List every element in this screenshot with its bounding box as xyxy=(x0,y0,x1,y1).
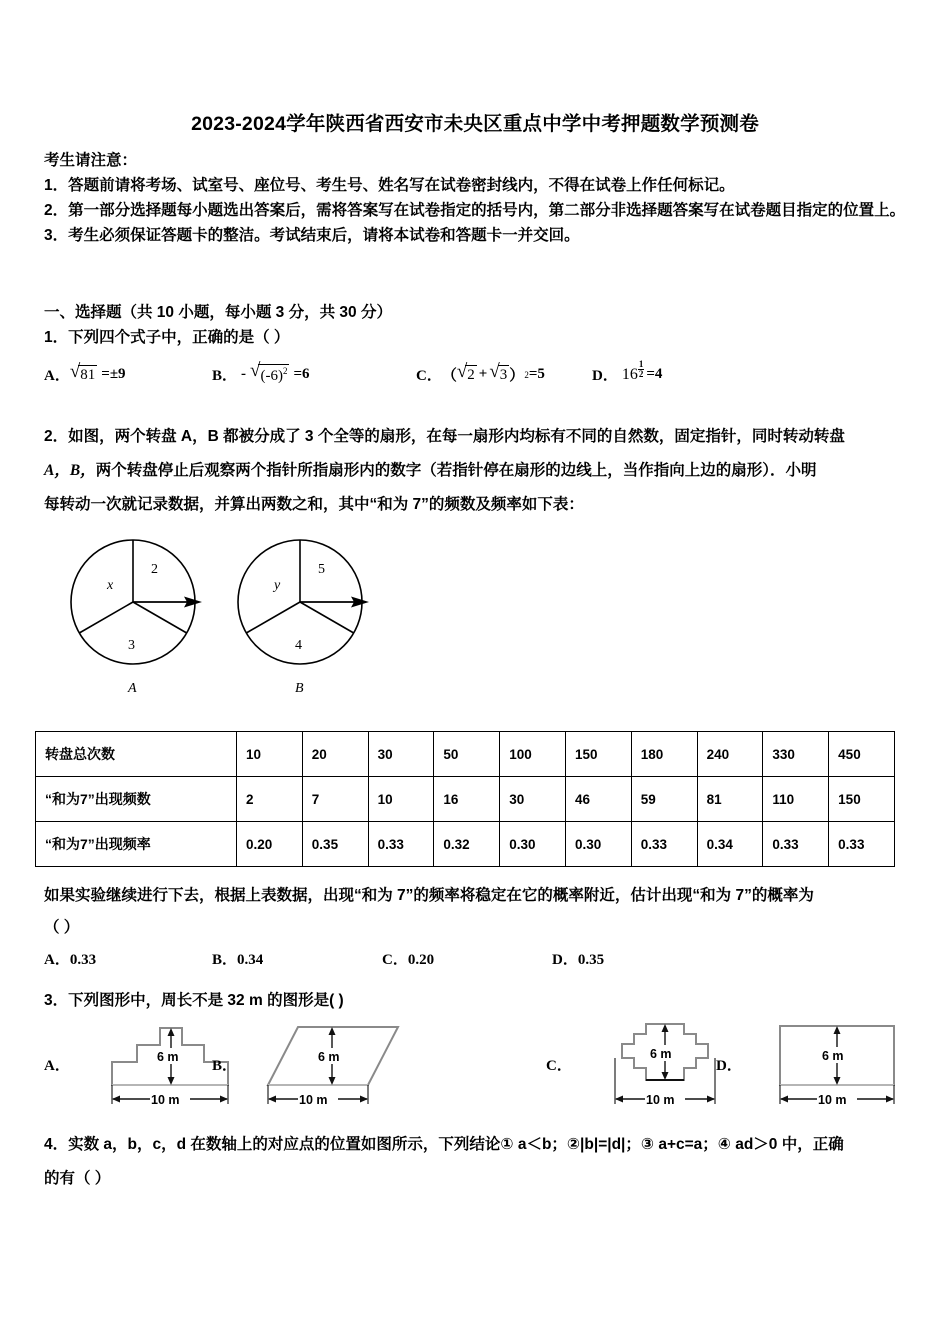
table-cell: 50 xyxy=(434,732,500,777)
table-cell: 81 xyxy=(697,777,763,822)
question-3-stem: 3．下列图形中，周长不是 32 m 的图形是( ) xyxy=(44,992,344,1009)
question-1-stem: 1．下列四个式子中，正确的是（ ） xyxy=(44,329,290,346)
table-row xyxy=(36,777,895,822)
table-cell: 0.33 xyxy=(763,822,829,867)
option-a-rhs: =±9 xyxy=(101,366,126,382)
table-cell: 0.33 xyxy=(631,822,697,867)
width-label: 10 m xyxy=(151,1093,180,1107)
table-row xyxy=(36,822,895,867)
option-b-rhs: =6 xyxy=(293,366,310,382)
spinner-b-sector-y: y xyxy=(274,578,281,593)
option-c-plus: + xyxy=(478,366,488,382)
exponent-numerator: 1 xyxy=(638,359,644,369)
table-cell: 59 xyxy=(631,777,697,822)
notice-line-1: 1．答题前请将考场、试室号、座位号、考生号、姓名写在试卷密封线内，不得在试卷上作任何标记。 xyxy=(44,177,735,194)
row-header-frequency-rate: “和为7”出现频率 xyxy=(36,822,237,867)
question-4-stem-line-1: 4．实数 a，b，c，d 在数轴上的对应点的位置如图所示，下列结论① a＜b；②|b|=|d|；③ a+c=a；④ ad＞0 中，正确 xyxy=(44,1136,844,1153)
table-row xyxy=(36,732,895,777)
spinners-svg xyxy=(55,525,415,705)
sqrt-3-expression xyxy=(489,361,509,384)
radicand-2: 2 xyxy=(467,367,475,383)
question-2-stem-line-3: 每转动一次就记录数据，并算出两数之和，其中“和为 7”的频数及频率如下表： xyxy=(44,496,584,513)
stepped-pyramid-svg xyxy=(82,1012,232,1110)
sqrt-2-expression xyxy=(456,361,477,384)
question-1-options xyxy=(44,358,924,394)
stepped-pyramid-figure xyxy=(82,1012,232,1115)
option-d-base: 16 xyxy=(621,365,638,383)
radicand-neg6: $(-6)^2$ xyxy=(260,366,288,384)
table-cell: 16 xyxy=(434,777,500,822)
question-1-option-c[interactable] xyxy=(416,361,545,385)
radical-sign-icon: √ xyxy=(456,361,468,382)
question-2-stem-line-2 xyxy=(44,454,918,488)
row-header-frequency-count: “和为7”出现频数 xyxy=(36,777,237,822)
table-cell: 100 xyxy=(500,732,566,777)
question-2-stem xyxy=(44,420,918,522)
width-label: 10 m xyxy=(818,1093,847,1107)
table-cell: 20 xyxy=(302,732,368,777)
question-1-option-d[interactable] xyxy=(592,359,663,385)
option-c-label: C． xyxy=(416,368,442,384)
row-header-total-spins: 转盘总次数 xyxy=(36,732,237,777)
cross-notched-figure xyxy=(584,1012,734,1115)
spinner-names-inline: A，B， xyxy=(44,462,96,479)
option-d-fraction-exponent xyxy=(638,360,645,379)
option-c-label: C． xyxy=(546,1058,572,1074)
question-2-option-d[interactable]: D．0.35 xyxy=(552,952,605,968)
option-d-label: D． xyxy=(716,1058,742,1074)
table-cell: 30 xyxy=(500,777,566,822)
height-label: 6 m xyxy=(318,1050,340,1064)
spinner-b-caption: B xyxy=(295,681,304,696)
spinner-figure-group xyxy=(55,525,415,705)
table-cell: 10 xyxy=(237,732,303,777)
spinner-a-caption: A xyxy=(128,681,137,696)
table-cell: 110 xyxy=(763,777,829,822)
table-cell: 10 xyxy=(368,777,434,822)
candidate-notice xyxy=(44,148,906,248)
section-heading-choice: 一、选择题（共 10 小题，每小题 3 分，共 30 分） xyxy=(44,304,392,321)
question-2-option-c[interactable]: C．0.20 xyxy=(382,952,435,968)
notice-line-3: 3．考生必须保证答题卡的整洁。考试结束后，请将本试卷和答题卡一并交回。 xyxy=(44,227,580,244)
question-4-stem xyxy=(44,1128,918,1196)
option-c-rparen: ） xyxy=(509,368,525,384)
rectangle-figure xyxy=(754,1012,904,1115)
question-2-tail-line-1: 如果实验继续进行下去，根据上表数据，出现“和为 7”的频率将稳定在它的概率附近，估计出现“和为 7”的概率为 xyxy=(44,887,814,904)
table-cell: 150 xyxy=(565,732,631,777)
table-cell: 0.30 xyxy=(565,822,631,867)
notice-line-2: 2．第一部分选择题每小题选出答案后，需将答案写在试卷指定的括号内，第二部分非选择题答案写在试卷题目指定的位置上。 xyxy=(44,202,906,219)
spinner-b-sector-5: 5 xyxy=(318,562,325,577)
radicand-exponent: 2 xyxy=(282,366,288,376)
frequency-table-body xyxy=(36,732,895,867)
option-c-lparen: （ xyxy=(441,368,457,384)
exponent-denominator: 2 xyxy=(638,369,644,379)
table-cell: 0.32 xyxy=(434,822,500,867)
table-cell: 240 xyxy=(697,732,763,777)
table-cell: 450 xyxy=(829,732,895,777)
spinner-a-sector-3: 3 xyxy=(128,638,135,653)
width-label: 10 m xyxy=(299,1093,328,1107)
table-cell: 180 xyxy=(631,732,697,777)
radical-sign-icon: √ xyxy=(250,360,261,381)
cross-notched-svg xyxy=(584,1012,734,1110)
spinner-a-diagram xyxy=(71,540,202,664)
spinner-a-sector-x: x xyxy=(107,578,114,593)
table-cell: 30 xyxy=(368,732,434,777)
table-cell: 46 xyxy=(565,777,631,822)
question-2-stem-line-2-rest: 两个转盘停止后观察两个指针所指扇形内的数字（若指针停在扇形的边线上，当作指向上边的扇形）．小明 xyxy=(95,462,817,479)
height-label: 6 m xyxy=(822,1049,844,1063)
option-b-label: B． xyxy=(212,1058,238,1074)
width-label: 10 m xyxy=(646,1093,675,1107)
table-cell: 0.20 xyxy=(237,822,303,867)
table-cell: 0.34 xyxy=(697,822,763,867)
parallelogram-figure xyxy=(250,1012,400,1115)
table-cell: 0.35 xyxy=(302,822,368,867)
page-title: 2023-2024学年陕西省西安市未央区重点中学中考押题数学预测卷 xyxy=(191,113,759,135)
height-label: 6 m xyxy=(157,1050,179,1064)
question-2-option-b[interactable]: B．0.34 xyxy=(212,952,264,968)
question-1-option-b[interactable] xyxy=(212,360,310,385)
table-cell: 330 xyxy=(763,732,829,777)
radicand-81: 81 xyxy=(80,367,96,383)
table-cell: 0.33 xyxy=(368,822,434,867)
question-4-stem-line-2: 的有（ ） xyxy=(44,1170,111,1187)
option-d-label: D． xyxy=(592,368,618,384)
radical-sign-icon: √ xyxy=(489,361,500,382)
table-cell: 7 xyxy=(302,777,368,822)
option-c-exponent: 2 xyxy=(524,369,529,380)
rectangle-svg xyxy=(754,1012,904,1110)
option-d-rhs: =4 xyxy=(646,366,663,382)
table-cell: 0.33 xyxy=(829,822,895,867)
question-2-stem-line-1: 2．如图，两个转盘 A，B 都被分成了 3 个全等的扇形，在每一扇形内均标有不同的自然数，固定指针，同时转动转盘 xyxy=(44,428,845,445)
sqrt-81-expression xyxy=(69,361,97,384)
question-3-figures xyxy=(0,1012,950,1122)
table-cell: 2 xyxy=(237,777,303,822)
parallelogram-svg xyxy=(250,1012,400,1110)
question-2-tail-line-2: （ ） xyxy=(44,919,80,936)
question-2-option-a[interactable]: A．0.33 xyxy=(44,952,97,968)
table-cell: 150 xyxy=(829,777,895,822)
option-b-minus: - xyxy=(241,366,247,382)
question-2-tail xyxy=(44,880,918,944)
option-b-label: B． xyxy=(212,368,238,384)
sqrt-neg6-squared-expression xyxy=(250,360,289,385)
notice-heading: 考生请注意： xyxy=(44,152,138,169)
option-c-rhs: =5 xyxy=(528,366,545,382)
radical-sign-icon: √ xyxy=(69,361,81,382)
option-a-label: A． xyxy=(44,368,70,384)
spinner-a-sector-2: 2 xyxy=(151,562,158,577)
height-label: 6 m xyxy=(650,1047,672,1061)
spinner-b-sector-4: 4 xyxy=(295,638,302,653)
question-1-option-a[interactable] xyxy=(44,361,126,385)
frequency-table xyxy=(35,731,895,867)
option-a-label: A． xyxy=(44,1058,70,1074)
radicand-3: 3 xyxy=(499,367,508,383)
spinner-b-diagram xyxy=(238,540,369,664)
table-cell: 0.30 xyxy=(500,822,566,867)
